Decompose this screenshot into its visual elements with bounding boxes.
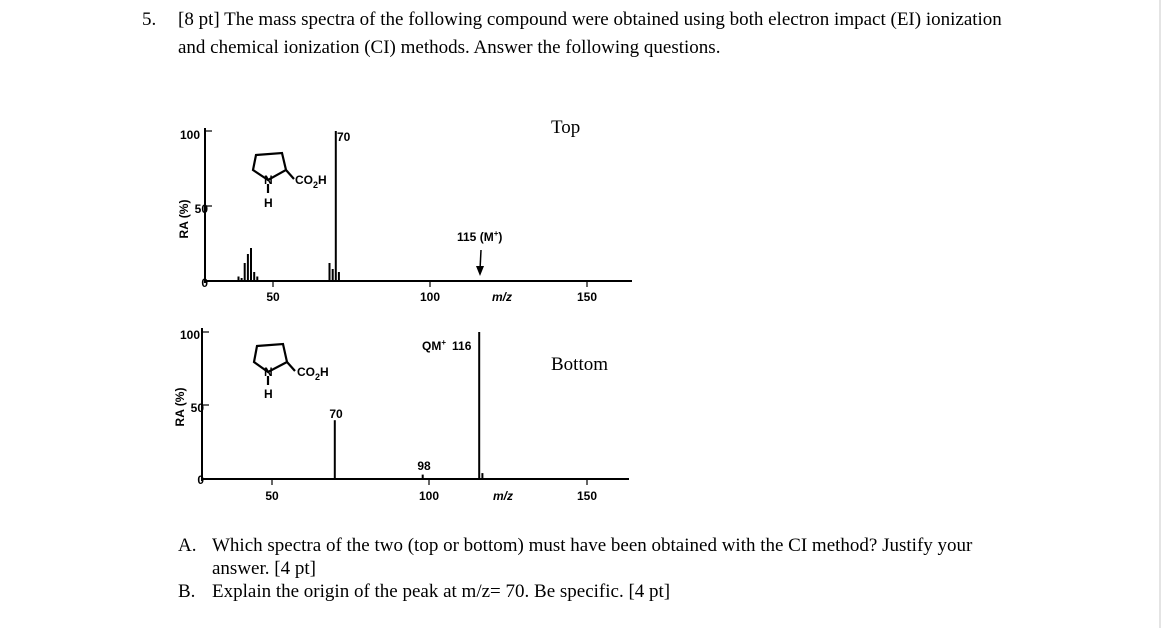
top-base-peak-label: 70 (337, 130, 351, 144)
top-molecular-ion-sup: + (493, 229, 499, 238)
bottom-substituent-bond (287, 362, 295, 371)
bottom-qm-text: QM (422, 339, 442, 353)
bottom-x-axis-label: m/z (492, 489, 514, 503)
top-y-tick-label-100: 100 (179, 128, 200, 142)
top-x-tick-label-150: 150 (576, 290, 598, 304)
question-a-line-2: answer. [4 pt] (212, 558, 316, 579)
top-substituent-sub: 2 (313, 180, 319, 190)
top-structure-h: H (264, 196, 273, 210)
top-molecular-ion-label (457, 229, 502, 244)
question-b-line-1: Explain the origin of the peak at m/z= 70. Be specific. [4 pt] (212, 581, 671, 602)
bottom-substituent-co: CO (297, 365, 315, 379)
top-molecular-ion-end: ) (498, 230, 503, 244)
top-x-axis-label: m/z (491, 290, 513, 304)
top-substituent-h: H (318, 173, 327, 187)
bottom-y-tick-label-0: 0 (197, 473, 204, 487)
bottom-qm-sup: + (441, 338, 447, 347)
top-x-tick-label-50: 50 (266, 290, 280, 304)
bottom-panel-label: Bottom (551, 354, 609, 375)
top-peaks (239, 131, 339, 281)
top-y-axis-label: RA (%) (177, 199, 191, 239)
question-a-marker: A. (178, 535, 197, 556)
question-number: 5. (142, 9, 157, 30)
bottom-y-tick-label-50: 50 (190, 401, 204, 415)
top-molecular-ion-arrowhead (476, 266, 484, 276)
bottom-x-tick-label-100: 100 (418, 489, 440, 503)
top-x-tick-label-100: 100 (419, 290, 441, 304)
top-y-tick-label-50: 50 (194, 202, 208, 216)
bottom-spectrum (173, 328, 629, 503)
top-substituent-bond (286, 170, 294, 179)
bottom-y-tick-label-100: 100 (179, 328, 200, 342)
top-structure-substituent (295, 173, 327, 190)
bottom-x-tick-label-50: 50 (265, 489, 279, 503)
bottom-y-axis-label: RA (%) (173, 387, 187, 427)
bottom-structure-n: N (264, 365, 273, 379)
bottom-peaks (335, 332, 483, 479)
bottom-substituent-h: H (320, 365, 329, 379)
question-line-2: and chemical ionization (CI) methods. Answer the following questions. (178, 37, 721, 58)
question-a-line-1: Which spectra of the two (top or bottom) must have been obtained with the CI method? Justify your (212, 535, 973, 556)
top-molecular-ion-text: 115 (M (457, 230, 494, 244)
top-y-tick-label-0: 0 (201, 276, 208, 290)
bottom-substituent-sub: 2 (315, 372, 321, 382)
bottom-structure-h: H (264, 387, 273, 401)
question-b-marker: B. (178, 581, 196, 602)
top-panel-label: Top (551, 117, 581, 138)
top-spectrum (177, 117, 632, 304)
question-line-1: [8 pt] The mass spectra of the following compound were obtained using both electron impact (EI) ionization (178, 9, 1002, 30)
top-structure-drawing (253, 153, 327, 210)
bottom-x-tick-label-150: 150 (576, 489, 598, 503)
bottom-qm-label (422, 338, 472, 353)
bottom-peak-70-label: 70 (329, 407, 343, 421)
top-substituent-co: CO (295, 173, 313, 187)
bottom-structure-drawing (254, 344, 329, 401)
bottom-structure-substituent (297, 365, 329, 382)
bottom-peak-98-label: 98 (417, 459, 431, 473)
top-structure-n: N (264, 173, 273, 187)
bottom-qm-value: 116 (452, 339, 472, 353)
